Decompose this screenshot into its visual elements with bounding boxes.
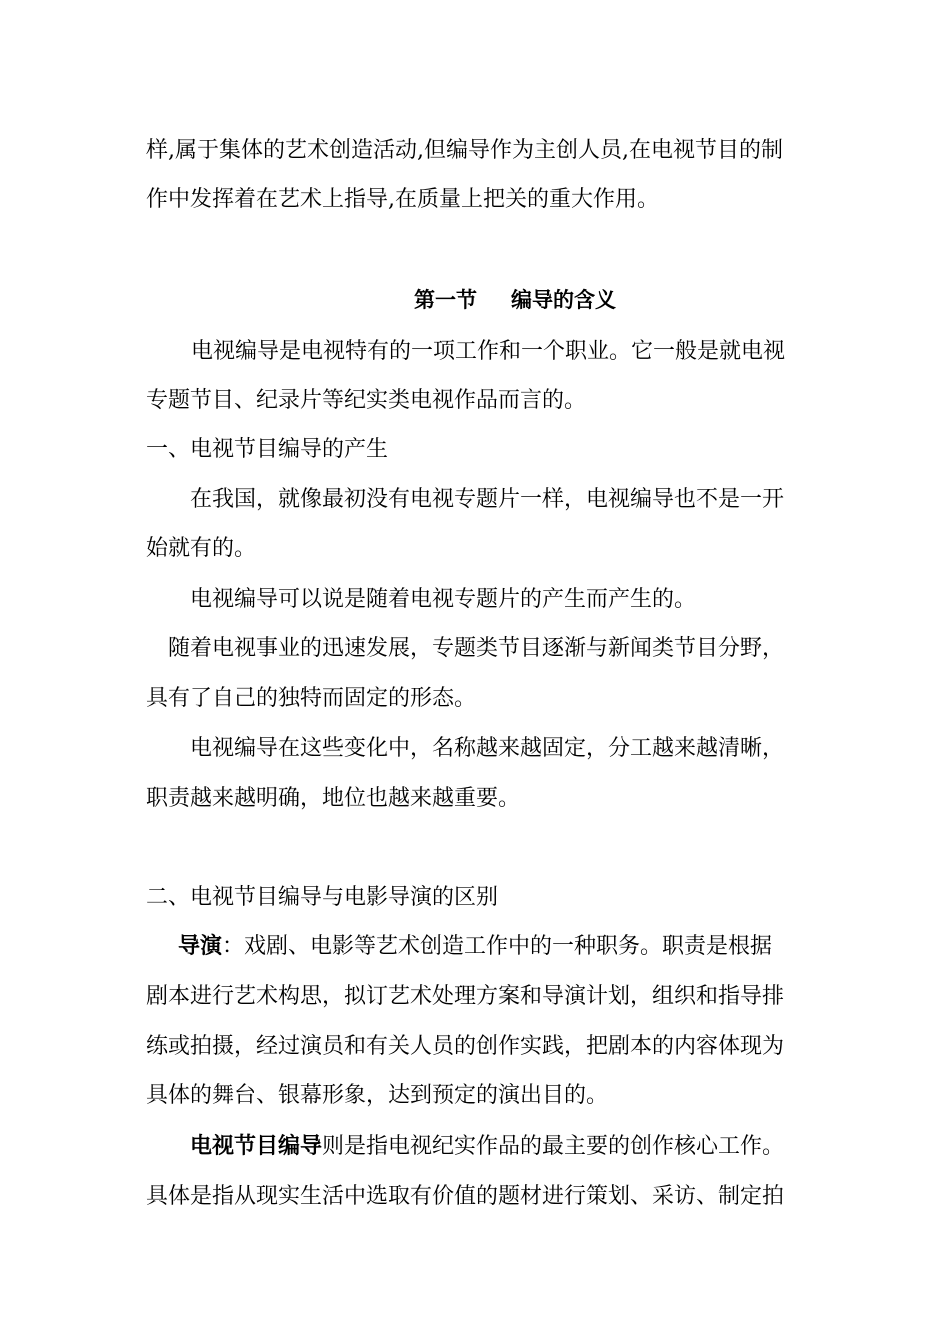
- section-title: 编导的含义: [511, 288, 616, 312]
- tv-director-line-1-text: 则是指电视纪实作品的最主要的创作核心工作。: [322, 1134, 785, 1159]
- director-term: 导演: [178, 934, 223, 959]
- change-line-2: 职责越来越明确，地位也越来越重要。: [146, 786, 521, 811]
- origin-line-1: 在我国，就像最初没有电视专题片一样，电视编导也不是一开: [190, 487, 785, 512]
- tv-director-term: 电视节目编导: [190, 1134, 323, 1159]
- director-line-4: 具体的舞台、银幕形象，达到预定的演出目的。: [146, 1083, 609, 1108]
- develop-line-1: 随着电视事业的迅速发展，专题类节目逐渐与新闻类节目分野，: [168, 636, 785, 661]
- section-heading: [414, 285, 616, 315]
- definition-line-1: 电视编导是电视特有的一项工作和一个职业。它一般是就电视: [191, 339, 786, 364]
- intro-line-2: 作中发挥着在艺术上指导,在质量上把关的重大作用。: [146, 187, 659, 212]
- tv-director-line-1: [190, 1132, 784, 1162]
- intro-line-1: 样,属于集体的艺术创造活动,但编导作为主创人员,在电视节目的制: [146, 138, 783, 163]
- subheading-origin: 一、电视节目编导的产生: [146, 437, 389, 462]
- director-line-1-text: ：戏剧、电影等艺术创造工作中的一种职务。职责是根据: [222, 934, 773, 959]
- origin-line-2: 始就有的。: [146, 536, 257, 561]
- tv-director-line-2: 具体是指从现实生活中选取有价值的题材进行策划、采访、制定拍: [146, 1184, 785, 1209]
- develop-line-2: 具有了自己的独特而固定的形态。: [146, 686, 477, 711]
- director-line-1: [178, 932, 772, 962]
- birth-line: 电视编导可以说是随着电视专题片的产生而产生的。: [190, 587, 697, 612]
- definition-line-2: 专题节目、纪录片等纪实类电视作品而言的。: [146, 388, 587, 413]
- change-line-1: 电视编导在这些变化中，名称越来越固定，分工越来越清晰，: [190, 736, 785, 761]
- director-line-3: 练或拍摄，经过演员和有关人员的创作实践，把剧本的内容体现为: [146, 1034, 785, 1059]
- director-line-2: 剧本进行艺术构思，拟订艺术处理方案和导演计划，组织和指导排: [146, 984, 785, 1009]
- section-number: 第一节: [414, 288, 477, 312]
- subheading-difference: 二、电视节目编导与电影导演的区别: [146, 885, 499, 910]
